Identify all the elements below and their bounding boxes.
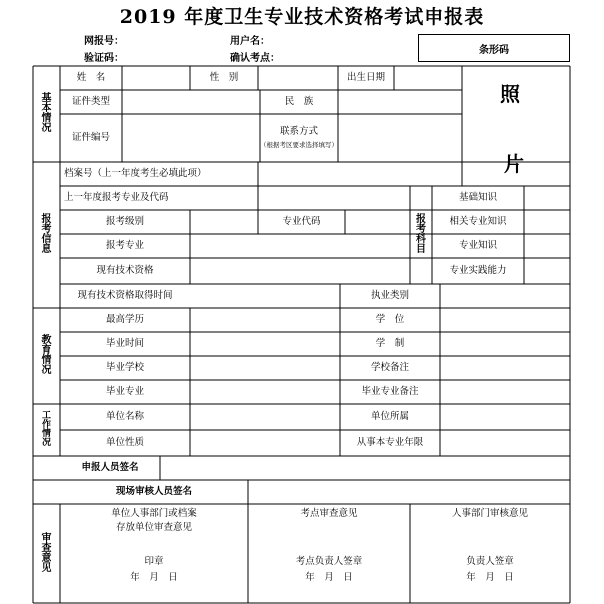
site-opinion-label: 考点审查意见	[300, 507, 358, 519]
hr-opinion-label: 人事部门审核意见	[451, 507, 528, 519]
work-section-label: 工 作 情 况	[41, 411, 51, 448]
exam-level-label: 报考级别	[105, 215, 144, 227]
school-note-label: 学校备注	[370, 361, 409, 373]
barcode-box	[418, 34, 570, 62]
archive-no-label: 档案号（上一年度考生必填此项）	[64, 167, 207, 179]
unit-opinion-line2: 存放单位审查意见	[115, 521, 192, 533]
education-section-label: 教 育 情 况	[41, 335, 52, 376]
unit-nature-label: 单位性质	[105, 436, 144, 448]
subject-professional-knowledge: 专业知识	[458, 239, 497, 251]
applicant-signature-label: 申报人员签名	[81, 461, 139, 473]
birth-date-label: 出生日期	[346, 71, 385, 83]
hr-signer-label: 负责人签章	[466, 555, 514, 567]
qualification-time-label: 现有技术资格取得时间	[77, 289, 173, 301]
major-note-label: 毕业专业备注	[361, 385, 419, 397]
exam-major-label: 报考专业	[105, 239, 144, 251]
site-date-label: 年 月 日	[305, 571, 353, 583]
ethnicity-label: 民 族	[284, 95, 314, 107]
photo-label-top: 照	[500, 82, 520, 106]
form-title: 2019 年度卫生专业技术资格考试申报表	[119, 6, 485, 28]
practice-type-label: 执业类别	[370, 289, 409, 301]
exam-no-label: 网报号：	[84, 36, 124, 47]
degree-label: 学 位	[375, 313, 405, 325]
id-type-label: 证件类型	[71, 95, 110, 107]
gender-label: 性 别	[209, 71, 239, 83]
barcode-label: 条形码	[479, 44, 509, 56]
major-code-label: 专业代码	[282, 215, 321, 227]
basic-section-label: 基 本 情 况	[41, 93, 52, 134]
seal-label: 印章	[144, 555, 164, 567]
current-qualification-label: 现有技术资格	[96, 264, 154, 276]
name-label: 姓 名	[76, 71, 106, 83]
contact-cell	[260, 114, 338, 162]
last-year-major-label: 上一年度报考专业及代码	[64, 191, 169, 203]
id-number-label: 证件编号	[71, 131, 110, 143]
subject-related-knowledge: 相关专业知识	[449, 215, 507, 227]
school-system-label: 学 制	[375, 337, 405, 349]
site-signer-label: 考点负责人签章	[295, 555, 363, 567]
subject-practice-ability: 专业实践能力	[449, 264, 507, 276]
verify-code-label: 验证码：	[84, 53, 124, 64]
unit-name-label: 单位名称	[105, 410, 144, 422]
confirm-site-label: 确认考点：	[230, 53, 280, 64]
graduation-major-label: 毕业专业	[105, 385, 144, 397]
highest-education-label: 最高学历	[105, 313, 144, 325]
username-label: 用户名：	[230, 36, 270, 47]
exam-section-label: 报 考 信 息	[41, 214, 52, 255]
reviewer-signature-label: 现场审核人员签名	[115, 485, 192, 497]
subject-basic-knowledge: 基础知识	[458, 191, 497, 203]
contact-label: 联系方式	[279, 125, 318, 137]
contact-note: （根据考区要求选择填写）	[260, 140, 338, 149]
subject-section-label: 报 考 科 目	[416, 214, 426, 255]
graduation-school-label: 毕业学校	[105, 361, 144, 373]
photo-label-bottom: 片	[504, 152, 524, 176]
unit-opinion-line1: 单位人事部门或档案	[111, 507, 197, 519]
unit-date-label: 年 月 日	[130, 571, 178, 583]
review-section-label: 审 查 意 见	[41, 532, 52, 574]
hr-date-label: 年 月 日	[466, 571, 514, 583]
unit-affiliation-label: 单位所属	[370, 410, 409, 422]
graduation-time-label: 毕业时间	[105, 337, 144, 349]
years-in-specialty-label: 从事本专业年限	[356, 436, 424, 448]
